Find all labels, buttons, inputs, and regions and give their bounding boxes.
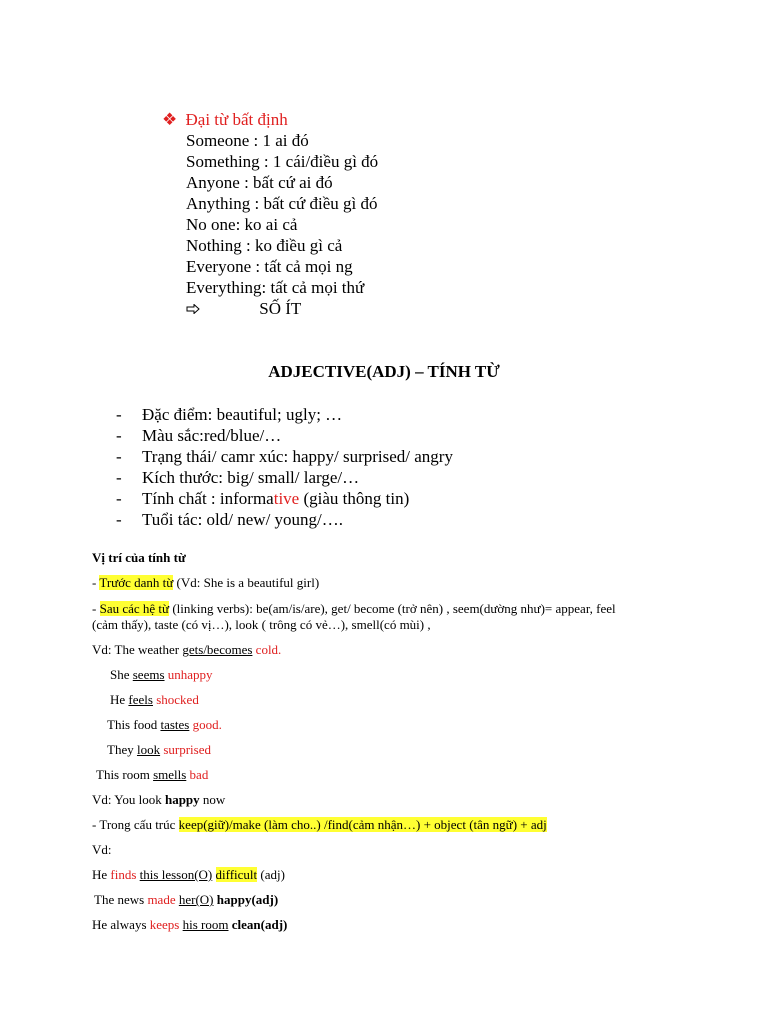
dash-bullet: - bbox=[116, 447, 122, 466]
before-noun-row bbox=[92, 575, 319, 591]
verb-word: made bbox=[147, 892, 176, 907]
conclusion-row bbox=[186, 298, 301, 319]
adjective-word: unhappy bbox=[167, 667, 213, 682]
object-phrase: this lesson(O) bbox=[139, 867, 213, 882]
list-item-text: Kích thước: big/ small/ large/… bbox=[142, 468, 360, 487]
object-example bbox=[92, 917, 287, 933]
pronoun-item: Nothing : ko điều gì cả bbox=[186, 236, 343, 255]
highlight-linking-verbs: Sau các hệ từ bbox=[99, 601, 170, 616]
dash-bullet: - bbox=[116, 510, 122, 529]
adjective-word: bad bbox=[189, 767, 209, 782]
object-example bbox=[94, 892, 278, 908]
example-text: She bbox=[110, 667, 133, 682]
linking-verb: smells bbox=[153, 767, 187, 782]
dash-bullet: - bbox=[92, 601, 100, 616]
linking-verb: look bbox=[136, 742, 161, 757]
pronoun-item: Everyone : tất cả mọi ng bbox=[186, 257, 353, 276]
adjective-word: difficult bbox=[215, 867, 258, 882]
vd-label: Vd: bbox=[92, 842, 112, 857]
linking-verbs-text: (linking verbs): be(am/is/are), get/ become (trở nên) , seem(dường như)= appear, feel bbox=[169, 601, 616, 616]
example-line bbox=[107, 717, 222, 733]
example-text: Vd: The weather bbox=[92, 642, 183, 657]
pronoun-heading-row bbox=[162, 109, 288, 130]
pronoun-heading: Đại từ bất định bbox=[185, 110, 288, 129]
example-line bbox=[110, 667, 213, 683]
right-arrow-icon bbox=[186, 304, 200, 314]
object-phrase: her(O) bbox=[178, 892, 214, 907]
linking-verb: seems bbox=[132, 667, 165, 682]
adjective-list-item bbox=[116, 488, 409, 509]
object-example bbox=[92, 867, 285, 883]
structure-text: - Trong cấu trúc bbox=[92, 817, 179, 832]
dash-bullet: - bbox=[116, 489, 122, 508]
position-heading: Vị trí của tính từ bbox=[92, 550, 186, 565]
linking-verb: gets/becomes bbox=[182, 642, 253, 657]
adjective-list-item bbox=[116, 404, 342, 425]
example-text: They bbox=[107, 742, 137, 757]
dash-bullet: - bbox=[116, 426, 122, 445]
linking-verbs-continuation: (cảm thấy), taste (có vị…), look ( trông có vẻ…), smell(có mùi) , bbox=[92, 617, 431, 632]
example-text: Vd: You look bbox=[92, 792, 165, 807]
highlight-before-noun: Trước danh từ bbox=[99, 575, 174, 590]
adjective-word: surprised bbox=[163, 742, 212, 757]
adjective-word: shocked bbox=[156, 692, 199, 707]
example-text: This room bbox=[96, 767, 154, 782]
diamond-bullet-icon: ❖ bbox=[162, 110, 178, 129]
list-item-text: (giàu thông tin) bbox=[299, 489, 410, 508]
list-item-text: Trạng thái/ camr xúc: happy/ surprised/ angry bbox=[142, 447, 453, 466]
linking-verb: tastes bbox=[160, 717, 190, 732]
singular-label: SỐ ÍT bbox=[259, 299, 302, 318]
verb-word: keeps bbox=[149, 917, 180, 932]
object-phrase: his room bbox=[182, 917, 229, 932]
example-text: (adj) bbox=[257, 867, 285, 882]
suffix-highlight: tive bbox=[273, 489, 300, 508]
list-item-text: Đặc điểm: beautiful; ugly; … bbox=[142, 405, 343, 424]
example-line bbox=[110, 692, 199, 708]
adjective-word: clean(adj) bbox=[231, 917, 288, 932]
adjective-list-item bbox=[116, 446, 453, 467]
adjective-list-item bbox=[116, 425, 281, 446]
pronoun-item: Anything : bất cứ điều gì đó bbox=[186, 194, 378, 213]
dash-bullet: - bbox=[92, 575, 100, 590]
structure-row bbox=[92, 817, 547, 833]
adjective-word: good. bbox=[192, 717, 222, 732]
after-linking-row bbox=[92, 601, 616, 617]
pronoun-item: Something : 1 cái/điều gì đó bbox=[186, 152, 379, 171]
adjective-list-item bbox=[116, 509, 343, 530]
adjective-title: ADJECTIVE(ADJ) – TÍNH TỪ bbox=[268, 362, 500, 381]
pronoun-item: Anyone : bất cứ ai đó bbox=[186, 173, 333, 192]
highlight-structure: keep(giữ)/make (làm cho..) /find(cảm nhận…) + object (tân ngữ) + adj bbox=[178, 817, 547, 832]
example-text: now bbox=[199, 792, 226, 807]
adjective-word: happy(adj) bbox=[216, 892, 279, 907]
list-item-text: Tuổi tác: old/ new/ young/…. bbox=[142, 510, 344, 529]
example-text: (Vd: She is a beautiful girl) bbox=[173, 575, 320, 590]
dash-bullet: - bbox=[116, 405, 122, 424]
example-line bbox=[107, 742, 211, 758]
adjective-word: happy bbox=[164, 792, 200, 807]
pronoun-item: No one: ko ai cả bbox=[186, 215, 298, 234]
example-text: The news bbox=[94, 892, 148, 907]
adjective-list-item bbox=[116, 467, 359, 488]
example-line bbox=[96, 767, 208, 783]
pronoun-item: Someone : 1 ai đó bbox=[186, 131, 309, 150]
list-item-text: Tính chất : informa bbox=[142, 489, 274, 508]
example-text: He bbox=[92, 867, 111, 882]
pronoun-item: Everything: tất cả mọi thứ bbox=[186, 278, 365, 297]
example-happy bbox=[92, 792, 225, 808]
linking-verb: feels bbox=[128, 692, 153, 707]
verb-word: finds bbox=[110, 867, 137, 882]
adjective-word: cold. bbox=[255, 642, 282, 657]
dash-bullet: - bbox=[116, 468, 122, 487]
example-text: He bbox=[110, 692, 129, 707]
example-text: This food bbox=[107, 717, 161, 732]
list-item-text: Màu sắc:red/blue/… bbox=[142, 426, 282, 445]
example-weather bbox=[92, 642, 281, 658]
example-text: He always bbox=[92, 917, 150, 932]
